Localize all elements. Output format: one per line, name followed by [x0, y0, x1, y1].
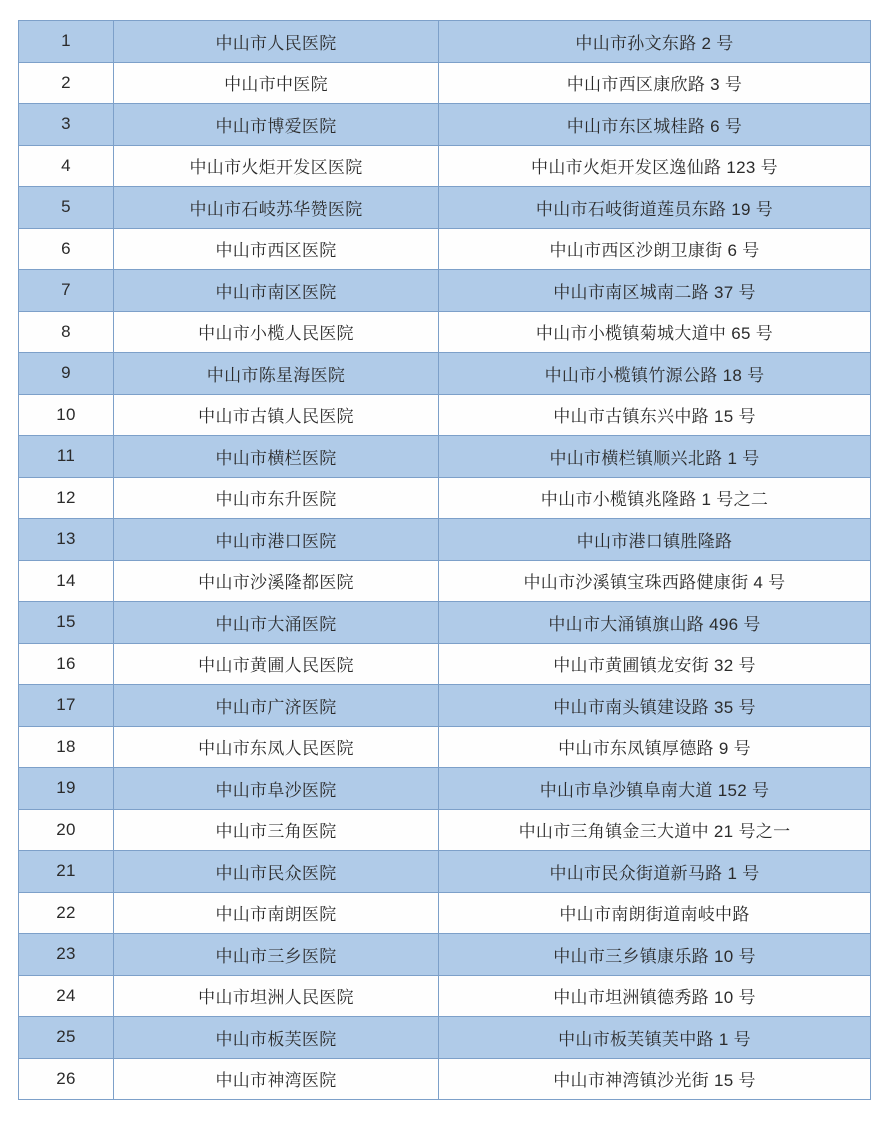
table-row [19, 685, 871, 727]
row-index-cell: 21 [19, 851, 114, 893]
row-index-cell: 7 [19, 270, 114, 312]
hospital-name-cell: 中山市民众医院 [114, 851, 439, 893]
hospital-address-cell: 中山市孙文东路 2 号 [439, 21, 871, 63]
hospital-name-cell: 中山市石岐苏华赞医院 [114, 187, 439, 229]
row-index-cell: 9 [19, 353, 114, 395]
row-index-cell: 26 [19, 1058, 114, 1100]
hospital-name-cell: 中山市东凤人民医院 [114, 726, 439, 768]
row-index-cell: 1 [19, 21, 114, 63]
row-index-cell: 3 [19, 104, 114, 146]
hospital-name-cell: 中山市南区医院 [114, 270, 439, 312]
hospital-name-cell: 中山市板芙医院 [114, 1017, 439, 1059]
hospital-name-cell: 中山市博爱医院 [114, 104, 439, 146]
hospital-address-cell: 中山市火炬开发区逸仙路 123 号 [439, 145, 871, 187]
hospital-address-cell: 中山市南区城南二路 37 号 [439, 270, 871, 312]
row-index-cell: 10 [19, 394, 114, 436]
hospital-address-cell: 中山市小榄镇菊城大道中 65 号 [439, 311, 871, 353]
hospital-address-cell: 中山市民众街道新马路 1 号 [439, 851, 871, 893]
hospital-name-cell: 中山市三角医院 [114, 809, 439, 851]
table-row [19, 145, 871, 187]
hospital-address-cell: 中山市西区沙朗卫康街 6 号 [439, 228, 871, 270]
hospital-address-cell: 中山市石岐街道莲员东路 19 号 [439, 187, 871, 229]
hospital-name-cell: 中山市大涌医院 [114, 602, 439, 644]
row-index-cell: 12 [19, 477, 114, 519]
row-index-cell: 24 [19, 975, 114, 1017]
row-index-cell: 4 [19, 145, 114, 187]
hospital-name-cell: 中山市人民医院 [114, 21, 439, 63]
hospital-name-cell: 中山市火炬开发区医院 [114, 145, 439, 187]
table-row [19, 768, 871, 810]
row-index-cell: 25 [19, 1017, 114, 1059]
hospital-name-cell: 中山市神湾医院 [114, 1058, 439, 1100]
row-index-cell: 16 [19, 643, 114, 685]
table-row [19, 1017, 871, 1059]
hospital-table-body [19, 21, 871, 1100]
row-index-cell: 23 [19, 934, 114, 976]
hospital-name-cell: 中山市南朗医院 [114, 892, 439, 934]
table-row [19, 643, 871, 685]
table-row [19, 477, 871, 519]
hospital-address-cell: 中山市三乡镇康乐路 10 号 [439, 934, 871, 976]
table-row [19, 851, 871, 893]
hospital-address-cell: 中山市沙溪镇宝珠西路健康街 4 号 [439, 560, 871, 602]
hospital-address-cell: 中山市坦洲镇德秀路 10 号 [439, 975, 871, 1017]
table-row [19, 560, 871, 602]
hospital-name-cell: 中山市小榄人民医院 [114, 311, 439, 353]
hospital-name-cell: 中山市坦洲人民医院 [114, 975, 439, 1017]
row-index-cell: 17 [19, 685, 114, 727]
table-row [19, 602, 871, 644]
row-index-cell: 22 [19, 892, 114, 934]
table-row [19, 228, 871, 270]
table-row [19, 394, 871, 436]
hospital-table [18, 20, 871, 1100]
hospital-address-cell: 中山市西区康欣路 3 号 [439, 62, 871, 104]
row-index-cell: 13 [19, 519, 114, 561]
hospital-name-cell: 中山市东升医院 [114, 477, 439, 519]
hospital-name-cell: 中山市中医院 [114, 62, 439, 104]
hospital-name-cell: 中山市三乡医院 [114, 934, 439, 976]
hospital-address-cell: 中山市三角镇金三大道中 21 号之一 [439, 809, 871, 851]
table-row [19, 353, 871, 395]
row-index-cell: 14 [19, 560, 114, 602]
row-index-cell: 15 [19, 602, 114, 644]
hospital-address-cell: 中山市阜沙镇阜南大道 152 号 [439, 768, 871, 810]
hospital-name-cell: 中山市阜沙医院 [114, 768, 439, 810]
table-row [19, 892, 871, 934]
hospital-address-cell: 中山市东凤镇厚德路 9 号 [439, 726, 871, 768]
table-row [19, 436, 871, 478]
row-index-cell: 18 [19, 726, 114, 768]
hospital-address-cell: 中山市板芙镇芙中路 1 号 [439, 1017, 871, 1059]
hospital-name-cell: 中山市横栏医院 [114, 436, 439, 478]
row-index-cell: 19 [19, 768, 114, 810]
hospital-name-cell: 中山市黄圃人民医院 [114, 643, 439, 685]
hospital-name-cell: 中山市西区医院 [114, 228, 439, 270]
hospital-table-container [18, 20, 871, 1100]
table-row [19, 519, 871, 561]
table-row [19, 187, 871, 229]
hospital-address-cell: 中山市神湾镇沙光街 15 号 [439, 1058, 871, 1100]
hospital-name-cell: 中山市沙溪隆都医院 [114, 560, 439, 602]
hospital-address-cell: 中山市古镇东兴中路 15 号 [439, 394, 871, 436]
table-row [19, 975, 871, 1017]
table-row [19, 1058, 871, 1100]
table-row [19, 311, 871, 353]
hospital-name-cell: 中山市陈星海医院 [114, 353, 439, 395]
row-index-cell: 5 [19, 187, 114, 229]
table-row [19, 726, 871, 768]
hospital-address-cell: 中山市东区城桂路 6 号 [439, 104, 871, 146]
table-row [19, 104, 871, 146]
hospital-address-cell: 中山市南朗街道南岐中路 [439, 892, 871, 934]
hospital-address-cell: 中山市大涌镇旗山路 496 号 [439, 602, 871, 644]
row-index-cell: 20 [19, 809, 114, 851]
table-row [19, 21, 871, 63]
hospital-address-cell: 中山市横栏镇顺兴北路 1 号 [439, 436, 871, 478]
hospital-address-cell: 中山市南头镇建设路 35 号 [439, 685, 871, 727]
hospital-name-cell: 中山市港口医院 [114, 519, 439, 561]
hospital-address-cell: 中山市小榄镇竹源公路 18 号 [439, 353, 871, 395]
hospital-address-cell: 中山市小榄镇兆隆路 1 号之二 [439, 477, 871, 519]
table-row [19, 62, 871, 104]
table-row [19, 809, 871, 851]
table-row [19, 934, 871, 976]
hospital-name-cell: 中山市古镇人民医院 [114, 394, 439, 436]
row-index-cell: 6 [19, 228, 114, 270]
row-index-cell: 2 [19, 62, 114, 104]
hospital-address-cell: 中山市黄圃镇龙安街 32 号 [439, 643, 871, 685]
hospital-name-cell: 中山市广济医院 [114, 685, 439, 727]
row-index-cell: 8 [19, 311, 114, 353]
row-index-cell: 11 [19, 436, 114, 478]
hospital-address-cell: 中山市港口镇胜隆路 [439, 519, 871, 561]
table-row [19, 270, 871, 312]
